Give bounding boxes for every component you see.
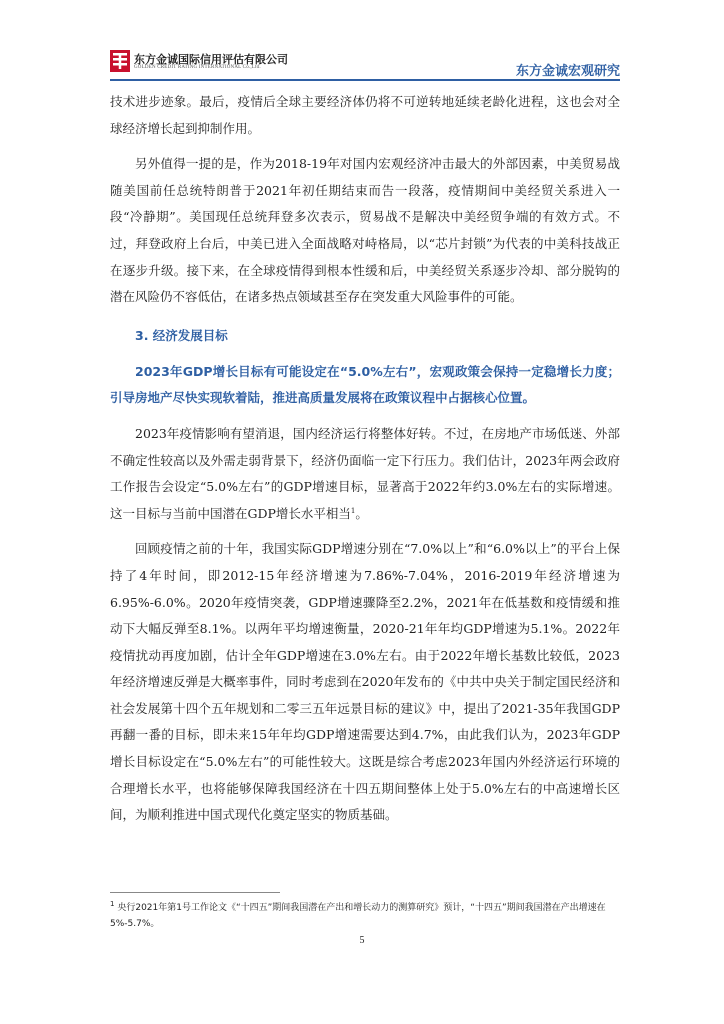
footnote-text: 央行2021年第1号工作论文《“十四五”期间我国潜在产出和增长动力的测算研究》预计，“十四五”期间我国潜在产出增速在5%-5.7%。 [110,903,606,929]
key-point-highlight: 2023年GDP增长目标有可能设定在“5.0%左右”，宏观政策会保持一定稳增长力度；引导房地产尽快实现软着陆，推进高质量发展将在政策议程中占据核心位置。 [110,363,620,406]
company-name-cn: 东方金诚国际信用评估有限公司 [134,53,288,66]
paragraph-continued: 技术进步迹象。最后，疫情后全球主要经济体仍将不可逆转地延续老龄化进程，这也会对全球经济增长起到抑制作用。 [110,94,620,136]
company-logo-icon [110,50,130,72]
company-name-en: GOLDEN CREDIT RATING INTERNATIONAL Co.,Ltd. [134,65,261,70]
footnote-reference[interactable]: 1 [350,506,356,515]
footnote-marker: 1 [110,900,115,908]
paragraph-2023-outlook-text: 2023年疫情影响有望消退，国内经济运行将整体好转。不过，在房地产市场低迷、外部不确定性较高以及外需走弱背景下，经济仍面临一定下行压力。我们估计，2023年两会政府工作报告会设定“5.0%左右”的GDP增速目标，显著高于2022年约3.0%左右的实际增速。这一目标与当前中国潜在GDP增长水平相当 [110,425,620,521]
footnote-divider [110,892,280,893]
paragraph-decade-review: 回顾疫情之前的十年，我国实际GDP增速分别在“7.0%以上”和“6.0%以上”的平台上保持了4年时间，即2012-15年经济增速为7.86%-7.04%，2016-2019年经济增速为6.95%-6.0%。2020年疫情突袭，GDP增速骤降至2.2%，2021年在低基数和疫情缓和推动下大幅反弹至8.1%。以两年平均增速衡量，2020-21年年均GDP增速为5.1%。2022年疫情扰动再度加剧，估计全年GDP增速在3.0%左右。由于2022年增长基数比较低，2023年经济增速反弹是大概率事件，同时考虑到在2020年发布的《中共中央关于制定国民经济和社会发展第十四个五年规划和二零三五年远景目标的建议》中，提出了2021-35年我国GDP再翻一番的目标，即未来15年年均GDP增速需要达到4.7%，由此我们认为，2023年GDP增长目标设定在“5.0%左右”的可能性较大。这既是综合考虑2023年国内外经济运行环境的合理增长水平，也将能够保障我国经济在十四五期间整体上处于5.0%左右的中高速增长区间，为顺利推进中国式现代化奠定坚实的物质基础。 [110,541,620,823]
header-divider [110,79,620,81]
footnote [110,900,620,932]
section-heading: 3. 经济发展目标 [135,327,228,343]
main-content [110,89,620,829]
paragraph-2023-outlook-end: 。 [355,505,368,521]
paragraph-trade-war: 另外值得一提的是，作为2018-19年对国内宏观经济冲击最大的外部因素，中美贸易战随美国前任总统特朗普于2021年初任期结束而告一段落，疫情期间中美经贸关系进入一段“冷静期”。美国现任总统拜登多次表示，贸易战不是解决中美经贸争端的有效方式。不过，拜登政府上台后，中美已进入全面战略对峙格局，以“芯片封锁”为代表的中美科技战正在逐步升级。接下来，在全球疫情得到根本性缓和后，中美经贸关系逐步冷却、部分脱钩的潜在风险仍不容低估，在诸多热点领域甚至存在突发重大风险事件的可能。 [110,156,620,305]
report-series-title: 东方金诚宏观研究 [515,64,620,79]
page-header [110,50,620,78]
page-number: 5 [359,935,365,946]
paragraph-2023-outlook [110,421,620,527]
